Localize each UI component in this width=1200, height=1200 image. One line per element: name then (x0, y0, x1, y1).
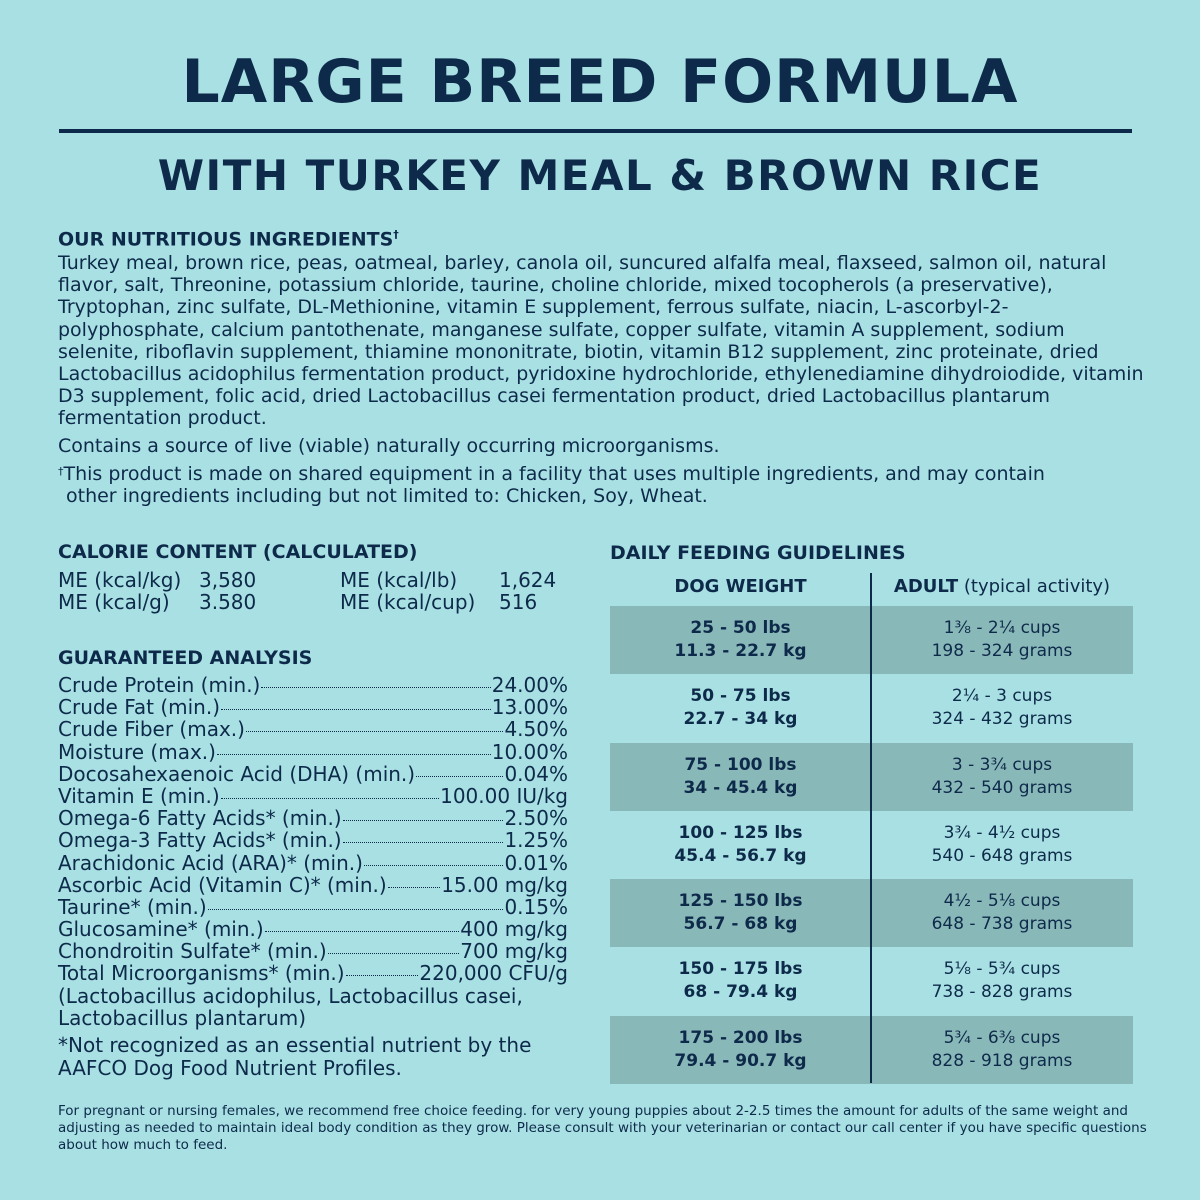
dagger-mark: † (58, 465, 64, 478)
analysis-value: 0.15% (504, 894, 568, 919)
amount-cell (871, 754, 1133, 800)
analysis-label: Taurine* (min.) (58, 894, 207, 919)
analysis-row (58, 829, 568, 851)
analysis-value: 220,000 CFU/g (419, 961, 568, 986)
analysis-label: Arachidonic Acid (ARA)* (min.) (58, 850, 363, 875)
analysis-row (58, 674, 568, 696)
dot-leader (388, 887, 441, 888)
analysis-row (58, 785, 568, 807)
calorie-heading: CALORIE CONTENT (CALCULATED) (58, 541, 418, 563)
col-dog-weight: DOG WEIGHT (674, 576, 807, 597)
ingredients-list: Turkey meal, brown rice, peas, oatmeal, barley, canola oil, suncured alfalfa meal, flaxseed, salmon oil, natural flavor, salt, Threonine, potassium chloride, taurine, choline chloride, mixed tocopherols (a preservative), Tryptophan, zinc sulfate, DL-Methionine, vitamin E supplement, ferrous sulfate, niacin, L-ascorbyl-2-polyphosphate, calcium pantothenate, manganese sulfate, copper sulfate, vitamin A supplement, sodium selenite, riboflavin supplement, thiamine mononitrate, biotin, vitamin B12 supplement, zinc proteinate, dried Lactobacillus acidophilus fermentation product, pyridoxine hydrochloride, ethylenediamine dihydroiodide, vitamin D3 supplement, folic acid, dried Lactobacillus casei fermentation product, dried Lactobacillus plantarum fermentation product. (58, 252, 1144, 430)
weight-kg: 68 - 79.4 kg (683, 982, 798, 1003)
page-subtitle: WITH TURKEY MEAL & BROWN RICE (157, 151, 1043, 200)
analysis-table (58, 674, 568, 1029)
microorganisms-list-line1: (Lactobacillus acidophilus, Lactobacillus casei, (58, 983, 523, 1008)
amount-cups: 2¼ - 3 cups (951, 686, 1053, 707)
analysis-value: 4.50% (504, 717, 568, 742)
dot-leader (208, 909, 504, 910)
col-adult (871, 576, 1133, 597)
analysis-value: 13.00% (491, 695, 568, 720)
analysis-row (58, 852, 568, 874)
amount-grams: 432 - 540 grams (931, 777, 1073, 798)
table-column-divider (870, 573, 872, 1083)
weight-kg: 11.3 - 22.7 kg (674, 641, 807, 661)
analysis-row (58, 940, 568, 962)
analysis-label: Ascorbic Acid (Vitamin C)* (min.) (58, 872, 387, 897)
analysis-row (58, 696, 568, 718)
dot-leader (346, 975, 419, 976)
analysis-row (58, 763, 568, 785)
analysis-heading: GUARANTEED ANALYSIS (58, 647, 313, 669)
dot-leader (261, 687, 490, 688)
dot-leader (221, 709, 491, 710)
dot-leader (364, 865, 504, 866)
microorganisms-list-line2: Lactobacillus plantarum) (58, 1005, 307, 1030)
amount-cell (871, 822, 1133, 868)
weight-cell (610, 754, 871, 800)
amount-grams: 828 - 918 grams (931, 1050, 1073, 1071)
analysis-label: Total Microorganisms* (min.) (58, 961, 345, 986)
weight-cell (610, 685, 871, 731)
calorie-label: ME (kcal/g) (58, 590, 170, 614)
analysis-label: Glucosamine* (min.) (58, 917, 264, 942)
analysis-row (58, 874, 568, 896)
dot-leader (343, 820, 504, 821)
dot-leader (328, 953, 460, 954)
amount-grams: 324 - 432 grams (931, 709, 1073, 730)
analysis-label: Moisture (max.) (58, 739, 216, 764)
dot-leader (221, 798, 439, 799)
weight-lbs: 125 - 150 lbs (678, 891, 803, 912)
calorie-label: ME (kcal/cup) (340, 590, 476, 614)
weight-lbs: 25 - 50 lbs (690, 618, 791, 638)
weight-kg: 45.4 - 56.7 kg (674, 845, 807, 866)
analysis-label: Crude Protein (min.) (58, 673, 261, 697)
weight-kg: 22.7 - 34 kg (683, 709, 798, 730)
weight-lbs: 100 - 125 lbs (678, 822, 803, 843)
ingredients-heading: OUR NUTRITIOUS INGREDIENTS† (58, 228, 399, 251)
title-divider (59, 129, 1132, 133)
weight-kg: 79.4 - 90.7 kg (674, 1050, 807, 1071)
analysis-row (58, 718, 568, 740)
analysis-row (58, 807, 568, 829)
feeding-heading: DAILY FEEDING GUIDELINES (610, 542, 906, 564)
amount-grams: 540 - 648 grams (931, 845, 1073, 866)
calorie-label: ME (kcal/lb) (340, 568, 458, 592)
analysis-row (58, 896, 568, 918)
weight-lbs: 175 - 200 lbs (678, 1027, 803, 1048)
col-adult-rest: (typical activity) (958, 576, 1111, 597)
analysis-label: Omega-3 Fatty Acids* (min.) (58, 828, 342, 853)
dot-leader (343, 842, 504, 843)
amount-cell (871, 890, 1133, 936)
amount-grams: 198 - 324 grams (931, 641, 1073, 661)
amount-cell (871, 1027, 1133, 1073)
weight-cell (610, 1027, 871, 1073)
dot-leader (246, 731, 504, 732)
dot-leader (217, 754, 491, 755)
allergen-note (58, 463, 1158, 507)
analysis-value: 24.00% (491, 673, 568, 697)
analysis-label: Crude Fat (min.) (58, 695, 221, 720)
col-adult-bold: ADULT (893, 576, 959, 597)
analysis-value: 700 mg/kg (460, 939, 568, 964)
weight-lbs: 75 - 100 lbs (684, 754, 797, 775)
amount-cell (871, 617, 1133, 663)
weight-cell (610, 958, 871, 1004)
weight-cell (610, 822, 871, 868)
calorie-label: ME (kcal/kg) (58, 568, 182, 592)
analysis-value: 15.00 mg/kg (441, 872, 568, 897)
amount-cups: 3¾ - 4½ cups (943, 822, 1061, 843)
weight-kg: 56.7 - 68 kg (683, 914, 798, 935)
dagger-mark: † (393, 228, 399, 241)
analysis-row (58, 741, 568, 763)
analysis-value: 0.01% (504, 850, 568, 875)
analysis-value: 1.25% (504, 828, 568, 853)
microorganisms-statement: Contains a source of live (viable) naturally occurring microorganisms. (58, 435, 720, 457)
analysis-label: Docosahexaenoic Acid (DHA) (min.) (58, 761, 416, 786)
amount-grams: 738 - 828 grams (931, 982, 1073, 1003)
allergen-note-line2: other ingredients including but not limited to: Chicken, Soy, Wheat. (66, 485, 708, 507)
analysis-value: 400 mg/kg (460, 917, 568, 942)
amount-cell (871, 958, 1133, 1004)
calorie-value: 516 (499, 590, 538, 614)
weight-lbs: 50 - 75 lbs (690, 686, 791, 707)
weight-kg: 34 - 45.4 kg (683, 777, 798, 798)
page-title: LARGE BREED FORMULA (181, 47, 1019, 117)
calorie-value: 3.580 (199, 590, 257, 614)
analysis-value: 0.04% (504, 761, 568, 786)
amount-cups: 5¾ - 6⅜ cups (943, 1027, 1061, 1048)
amount-grams: 648 - 738 grams (931, 914, 1073, 935)
calorie-value: 3,580 (199, 568, 257, 592)
amount-cups: 1⅜ - 2¼ cups (943, 618, 1061, 638)
dot-leader (265, 931, 460, 932)
analysis-label: Chondroitin Sulfate* (min.) (58, 939, 327, 964)
amount-cups: 5⅛ - 5¾ cups (943, 959, 1061, 980)
weight-cell (610, 890, 871, 936)
calorie-value: 1,624 (499, 568, 557, 592)
weight-cell (610, 617, 871, 663)
weight-lbs: 150 - 175 lbs (678, 959, 803, 980)
analysis-value: 2.50% (504, 806, 568, 831)
analysis-value: 100.00 IU/kg (440, 783, 568, 808)
analysis-label: Vitamin E (min.) (58, 783, 220, 808)
dot-leader (416, 776, 503, 777)
amount-cups: 3 - 3¾ cups (951, 754, 1053, 775)
analysis-label: Crude Fiber (max.) (58, 717, 245, 742)
analysis-row (58, 962, 568, 984)
analysis-row (58, 918, 568, 940)
amount-cell (871, 685, 1133, 731)
amount-cups: 4½ - 5⅛ cups (943, 891, 1061, 912)
aafco-note: *Not recognized as an essential nutrient by the AAFCO Dog Food Nutrient Profiles. (58, 1033, 532, 1080)
analysis-value: 10.00% (491, 739, 568, 764)
allergen-note-line1: This product is made on shared equipment in a facility that uses multiple ingredients, and may contain (63, 463, 1045, 485)
analysis-label: Omega-6 Fatty Acids* (min.) (58, 806, 342, 831)
feeding-footnote: For pregnant or nursing females, we recommend free choice feeding. for very young puppies about 2-2.5 times the amount for adults of the same weight and adjusting as needed to maintain ideal body condition as they grow. Please consult with your veterinarian or contact our call center if you have specific questions about how much to feed. (58, 1103, 1147, 1153)
